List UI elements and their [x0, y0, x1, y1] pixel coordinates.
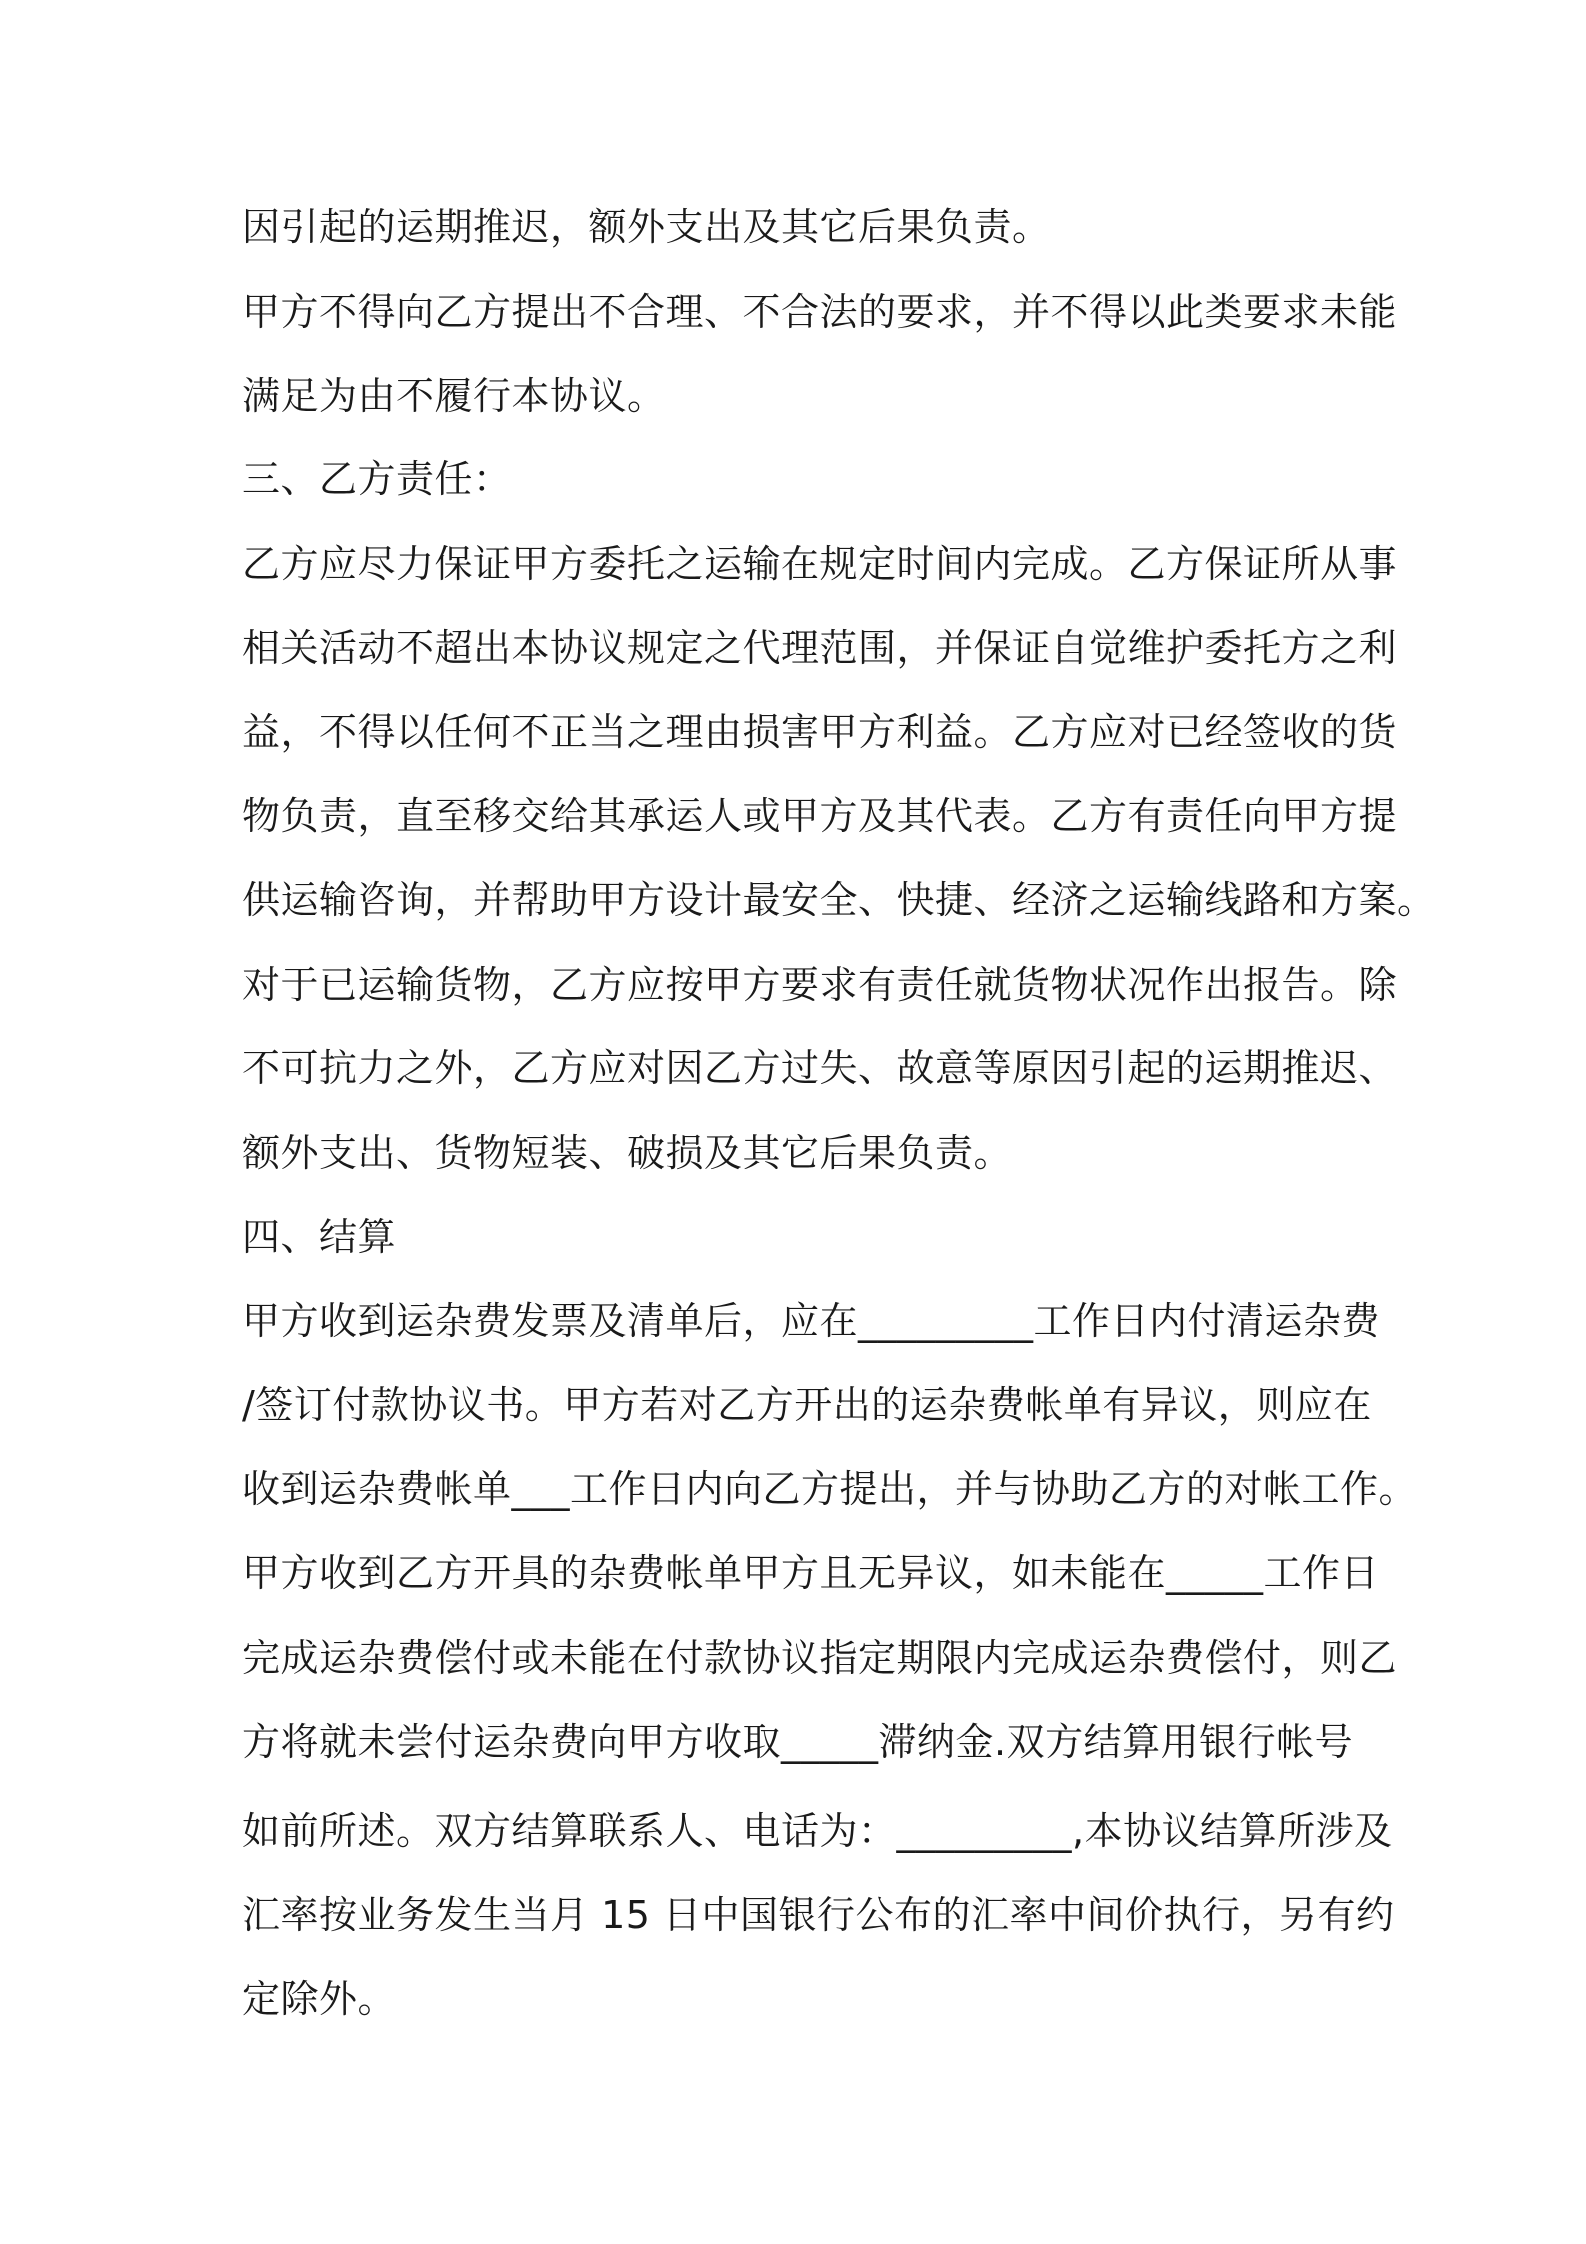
text-line: /签订付款协议书。甲方若对乙方开出的运杂费帐单有异议，则应在	[242, 1383, 1372, 1427]
text-line: 甲方收到乙方开具的杂费帐单甲方且无异议，如未能在_____工作日	[242, 1551, 1380, 1595]
text-line: 收到运杂费帐单___工作日内向乙方提出，并与协助乙方的对帐工作。	[242, 1467, 1418, 1511]
text-line: 定除外。	[242, 1977, 397, 2021]
text-line: 满足为由不履行本协议。	[242, 374, 666, 418]
text-line: 物负责，直至移交给其承运人或甲方及其代表。乙方有责任向甲方提	[242, 794, 1398, 838]
text-line: 供运输咨询，并帮助甲方设计最安全、快捷、经济之运输线路和方案。	[242, 878, 1436, 922]
text-line: 相关活动不超出本协议规定之代理范围，并保证自觉维护委托方之利	[242, 626, 1398, 670]
text-line: 乙方应尽力保证甲方委托之运输在规定时间内完成。乙方保证所从事	[242, 542, 1398, 586]
text-line: 如前所述。双方结算联系人、电话为：_________,本协议结算所涉及	[242, 1809, 1393, 1853]
text-line: 额外支出、货物短装、破损及其它后果负责。	[242, 1131, 1013, 1175]
section-heading: 三、乙方责任：	[242, 457, 512, 501]
text-line: 不可抗力之外，乙方应对因乙方过失、故意等原因引起的运期推迟、	[242, 1046, 1398, 1090]
text-line: 完成运杂费偿付或未能在付款协议指定期限内完成运杂费偿付，则乙	[242, 1636, 1398, 1680]
text-line: 方将就未尝付运杂费向甲方收取_____滞纳金.双方结算用银行帐号	[242, 1720, 1354, 1764]
text-line: 对于已运输货物，乙方应按甲方要求有责任就货物状况作出报告。除	[242, 963, 1398, 1007]
text-line: 甲方收到运杂费发票及清单后，应在_________工作日内付清运杂费	[242, 1299, 1381, 1343]
text-line: 甲方不得向乙方提出不合理、不合法的要求，并不得以此类要求未能	[242, 290, 1398, 334]
section-heading: 四、结算	[242, 1215, 397, 1259]
text-line: 益，不得以任何不正当之理由损害甲方利益。乙方应对已经签收的货	[242, 710, 1398, 754]
text-line: 汇率按业务发生当月 15 日中国银行公布的汇率中间价执行，另有约	[242, 1893, 1395, 1937]
text-line: 因引起的运期推迟，额外支出及其它后果负责。	[242, 205, 1051, 249]
